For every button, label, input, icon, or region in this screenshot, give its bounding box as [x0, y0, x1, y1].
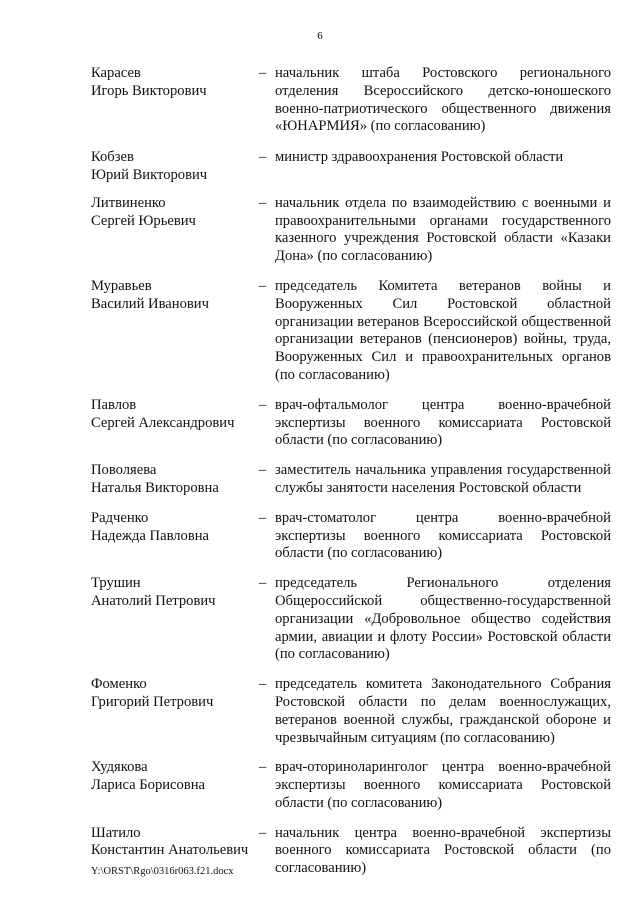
member-dash: – [259, 277, 267, 294]
member-given-names: Константин Анатольевич [91, 842, 249, 859]
member-entry [91, 65, 611, 136]
member-name [91, 510, 259, 546]
page-number: 6 [317, 30, 323, 42]
member-given-names: Лариса Борисовна [91, 777, 205, 794]
member-position: начальник отдела по взаимодействию с военными и правоохранительными органами государственного казенного учреждения Ростовской области «Казаки Дона» (по согласованию) [275, 194, 611, 265]
member-position: врач-стоматолог центра военно-врачебной экспертизы военного комиссариата Ростовской области (по согласованию) [275, 509, 611, 562]
member-position: председатель Регионального отделения Общероссийской общественно-государственной организации «Добровольное общество содействия армии, авиации и флоту России» Ростовской области (по согласованию) [275, 575, 611, 663]
member-dash: – [259, 509, 267, 526]
member-surname: Карасев [91, 65, 141, 81]
member-position: председатель комитета Законодательного Собрания Ростовской области по делам военнослужащих, ветеранов военной службы, гражданской обороне и чрезвычайным ситуациям (по согласованию) [275, 676, 611, 746]
member-given-names: Василий Иванович [91, 295, 209, 312]
member-dash: – [259, 194, 267, 211]
member-given-names: Сергей Юрьевич [91, 212, 196, 229]
member-position: врач-офтальмолог центра военно-врачебной экспертизы военного комиссариата Ростовской области (по согласованию) [275, 396, 611, 449]
member-name [91, 65, 259, 101]
member-given-names: Юрий Викторович [91, 166, 208, 183]
member-surname: Литвиненко [91, 194, 166, 211]
member-name [91, 759, 259, 795]
file-path-footer: Y:\ORST\Rgo\0316r063.f21.docx [91, 866, 234, 877]
member-given-names: Сергей Александрович [91, 414, 235, 431]
member-dash: – [259, 396, 267, 413]
member-given-names: Игорь Викторович [91, 82, 207, 99]
member-given-names: Григорий Петрович [91, 693, 214, 710]
member-name [91, 397, 259, 433]
member-dash: – [259, 462, 267, 479]
member-surname: Радченко [91, 509, 149, 526]
member-surname: Фоменко [91, 676, 147, 693]
member-name [91, 149, 259, 185]
member-surname: Павлов [91, 396, 137, 413]
member-dash: – [259, 676, 267, 693]
member-position: врач-оториноларинголог центра военно-врачебной экспертизы военного комиссариата Ростовской области (по согласованию) [275, 759, 611, 811]
member-list [91, 65, 611, 878]
member-given-names: Анатолий Петрович [91, 592, 216, 609]
member-name [91, 278, 259, 314]
member-dash: – [259, 759, 267, 776]
member-name [91, 825, 259, 861]
member-given-names: Наталья Викторовна [91, 479, 219, 496]
member-name [91, 575, 259, 611]
member-given-names: Надежда Павловна [91, 527, 210, 544]
member-entry [91, 676, 611, 747]
member-name [91, 676, 259, 712]
member-surname: Кобзев [91, 149, 134, 166]
member-entry [91, 575, 611, 664]
member-dash: – [259, 824, 267, 841]
member-position: заместитель начальника управления государственной службы занятости населения Ростовской области [275, 462, 611, 496]
member-surname: Худякова [91, 759, 148, 776]
member-name [91, 462, 259, 498]
member-name [91, 195, 259, 231]
member-position: председатель Комитета ветеранов войны и Вооруженных Сил Ростовской областной организации ветеранов Всероссийской общественной организации ветеранов (пенсионеров) войны, труда, Вооруженных Сил и правоохранительных органов (по согласованию) [275, 277, 611, 383]
member-entry [91, 397, 611, 450]
member-surname: Шатило [91, 824, 141, 841]
member-entry [91, 278, 611, 385]
member-entry [91, 149, 611, 185]
member-position: начальник штаба Ростовского регионального отделения Всероссийского детско-юношеского военно-патриотического общественного движения «ЮНАРМИЯ» (по согласованию) [275, 65, 611, 135]
member-dash: – [259, 575, 267, 592]
member-position: министр здравоохранения Ростовской области [275, 149, 564, 166]
member-surname: Трушин [91, 575, 141, 592]
member-dash: – [259, 149, 267, 166]
member-entry [91, 759, 611, 812]
member-entry [91, 462, 611, 498]
member-entry [91, 510, 611, 563]
member-position: начальник центра военно-врачебной экспертизы военного комиссариата Ростовской области (по согласованию) [275, 824, 611, 877]
member-surname: Муравьев [91, 277, 152, 294]
member-dash: – [259, 65, 267, 81]
member-entry [91, 195, 611, 266]
member-surname: Поволяева [91, 462, 157, 479]
